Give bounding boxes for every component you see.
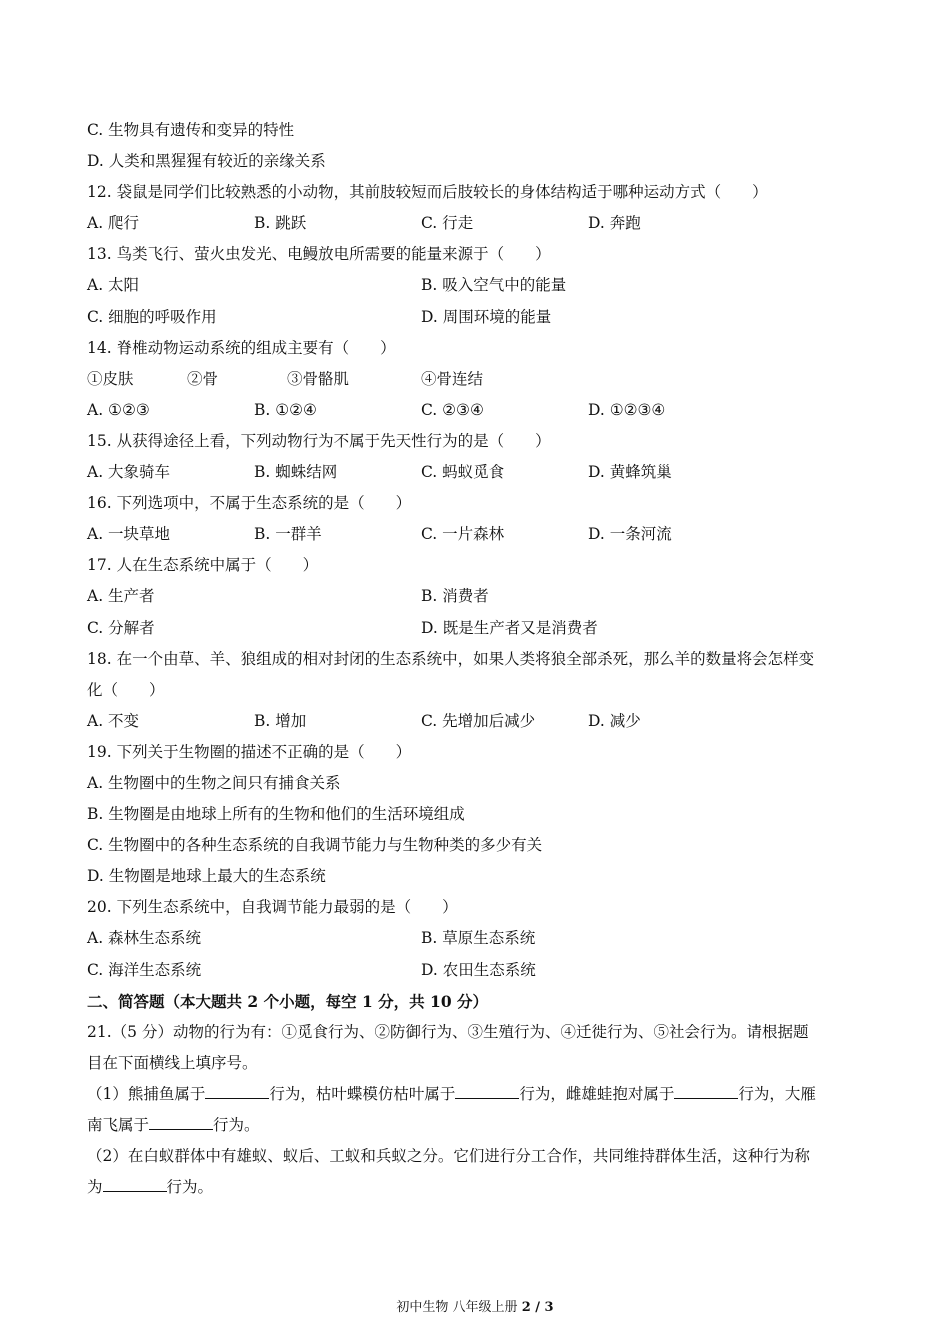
q18-option-a: A. 不变 — [87, 711, 140, 730]
q12-option-b: B. 跳跃 — [254, 214, 307, 233]
q21-part2-text-b: 为 — [87, 1178, 103, 1197]
answer-blank[interactable] — [455, 1084, 519, 1099]
q11-option-d: D. 人类和黑猩猩有较近的亲缘关系 — [87, 152, 326, 171]
q17-option-d: D. 既是生产者又是消费者 — [421, 618, 598, 637]
q15-stem: 15. 从获得途径上看，下列动物行为不属于先天性行为的是（ ） — [87, 431, 551, 450]
q12-option-a: A. 爬行 — [87, 214, 140, 233]
q13-option-d: D. 周围环境的能量 — [421, 307, 552, 326]
q21-part2-line2 — [87, 1172, 872, 1203]
q16-options — [87, 519, 872, 550]
q16-stem: 16. 下列选项中，不属于生态系统的是（ ） — [87, 494, 412, 513]
q21-part1-text-a: （1）熊捕鱼属于 — [87, 1084, 206, 1103]
q15-option-b: B. 蜘蛛结网 — [254, 463, 338, 482]
q17-options-row1 — [87, 581, 872, 612]
q21-part1-line1 — [87, 1079, 872, 1110]
footer-text: 初中生物 八年级上册 — [396, 1300, 522, 1315]
q20-option-c: C. 海洋生态系统 — [87, 960, 202, 979]
q13-option-b: B. 吸入空气中的能量 — [421, 276, 567, 295]
q14-options — [87, 395, 872, 426]
q12-option-c: C. 行走 — [421, 214, 474, 233]
q14-stem: 14. 脊椎动物运动系统的组成主要有（ ） — [87, 338, 396, 357]
q12-options — [87, 208, 872, 239]
q13-option-a: A. 太阳 — [87, 276, 140, 295]
q18-option-b: B. 增加 — [254, 711, 307, 730]
q12-stem: 12. 袋鼠是同学们比较熟悉的小动物，其前肢较短而后肢较长的身体结构适于哪种运动方式（ ） — [87, 183, 768, 202]
q14-items — [87, 364, 872, 395]
page-footer — [0, 1296, 950, 1315]
q15-options — [87, 457, 872, 488]
q12-option-d: D. 奔跑 — [588, 214, 641, 233]
q13-stem: 13. 鸟类飞行、萤火虫发光、电鳗放电所需要的能量来源于（ ） — [87, 245, 551, 264]
q18-options — [87, 706, 872, 737]
q13-options-row1 — [87, 270, 872, 301]
q16-option-d: D. 一条河流 — [588, 525, 672, 544]
q21-part1-line2 — [87, 1110, 872, 1141]
page-number: 2 / 3 — [521, 1300, 554, 1315]
q18-option-d: D. 减少 — [588, 711, 641, 730]
q15-option-c: C. 蚂蚁觅食 — [421, 463, 505, 482]
answer-blank[interactable] — [149, 1115, 213, 1130]
q19-stem: 19. 下列关于生物圈的描述不正确的是（ ） — [87, 742, 412, 761]
q14-option-c: C. ②③④ — [421, 400, 484, 419]
q14-item-4: ④骨连结 — [421, 369, 484, 388]
q21-part1-text-d: 行为，大雁 — [738, 1084, 816, 1103]
q20-options-row1 — [87, 923, 872, 954]
q16-option-a: A. 一块草地 — [87, 525, 171, 544]
q20-option-b: B. 草原生态系统 — [421, 929, 536, 948]
q16-option-c: C. 一片森林 — [421, 525, 505, 544]
q17-stem: 17. 人在生态系统中属于（ ） — [87, 556, 319, 575]
q21-part1-text-c: 行为，雌雄蛙抱对属于 — [519, 1084, 675, 1103]
q19-option-a: A. 生物圈中的生物之间只有捕食关系 — [87, 773, 341, 792]
q13-option-c: C. 细胞的呼吸作用 — [87, 307, 217, 326]
q11-option-c: C. 生物具有遗传和变异的特性 — [87, 121, 295, 139]
q15-option-d: D. 黄蜂筑巢 — [588, 463, 672, 482]
q19-option-b: B. 生物圈是由地球上所有的生物和他们的生活环境组成 — [87, 805, 465, 824]
q14-option-b: B. ①②④ — [254, 400, 317, 419]
q21-part1-text-e: 南飞属于 — [87, 1116, 150, 1134]
q15-option-a: A. 大象骑车 — [87, 463, 171, 482]
q19-option-d: D. 生物圈是地球上最大的生态系统 — [87, 867, 326, 886]
page-content — [87, 115, 872, 1203]
q21-stem-line1: 21.（5 分）动物的行为有：①觅食行为、②防御行为、③生殖行为、④迁徙行为、⑤社会行为。请根据题 — [87, 1022, 809, 1041]
q14-option-a: A. ①②③ — [87, 400, 150, 419]
q20-option-a: A. 森林生态系统 — [87, 929, 202, 948]
q18-stem-line2: 化（ ） — [87, 680, 165, 699]
answer-blank[interactable] — [103, 1177, 167, 1192]
q17-option-b: B. 消费者 — [421, 587, 489, 606]
q21-part1-text-f: 行为。 — [213, 1116, 260, 1134]
q18-option-c: C. 先增加后减少 — [421, 711, 536, 730]
q21-part1-text-b: 行为，枯叶蝶模仿枯叶属于 — [269, 1084, 456, 1103]
q21-stem-line2: 目在下面横线上填序号。 — [87, 1053, 258, 1072]
q13-options-row2 — [87, 302, 872, 333]
answer-blank[interactable] — [674, 1084, 738, 1099]
q20-options-row2 — [87, 955, 872, 986]
section-2-heading: 二、简答题（本大题共 2 个小题，每空 1 分，共 10 分） — [87, 991, 489, 1011]
q17-option-c: C. 分解者 — [87, 618, 155, 637]
q14-item-3: ③骨骼肌 — [287, 369, 350, 388]
q14-option-d: D. ①②③④ — [588, 400, 666, 419]
q20-option-d: D. 农田生态系统 — [421, 960, 536, 979]
q18-stem-line1: 18. 在一个由草、羊、狼组成的相对封闭的生态系统中，如果人类将狼全部杀死，那么羊的数量将会怎样变 — [87, 649, 815, 668]
q16-option-b: B. 一群羊 — [254, 525, 322, 544]
q17-option-a: A. 生产者 — [87, 587, 155, 606]
q17-options-row2 — [87, 613, 872, 644]
q19-option-c: C. 生物圈中的各种生态系统的自我调节能力与生物种类的多少有关 — [87, 836, 543, 855]
answer-blank[interactable] — [205, 1084, 269, 1099]
q21-part2-line1: （2）在白蚁群体中有雄蚁、蚁后、工蚁和兵蚁之分。它们进行分工合作，共同维持群体生活，这种行为称 — [87, 1147, 810, 1166]
q14-item-2: ②骨 — [187, 369, 219, 388]
q21-part2-text-c: 行为。 — [166, 1178, 214, 1197]
q14-item-1: ①皮肤 — [87, 369, 134, 388]
q20-stem: 20. 下列生态系统中，自我调节能力最弱的是（ ） — [87, 898, 458, 917]
